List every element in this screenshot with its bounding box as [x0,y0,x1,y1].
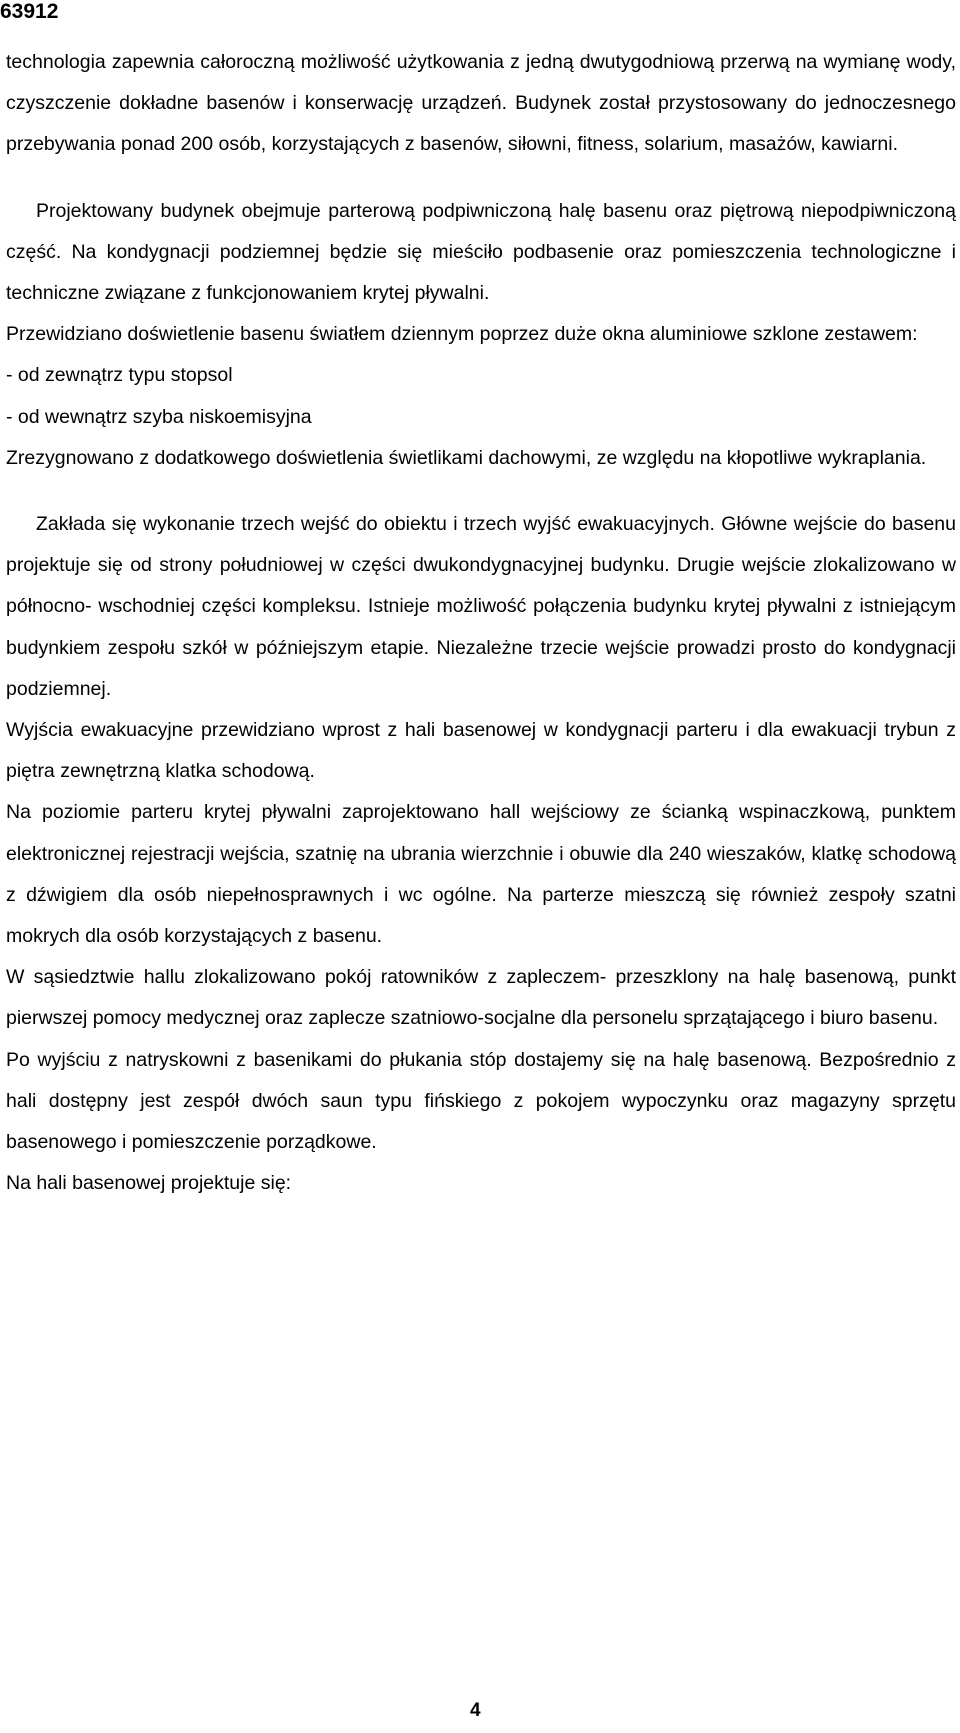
list-item-2: - od wewnątrz szyba niskoemisyjna [6,405,312,428]
document-id: 63912 [0,0,59,23]
paragraph-8: W sąsiedztwie hallu zlokalizowano pokój ratowników z zapleczem- przeszklony na halę basenową, punkt pierwszej pomocy medycznej oraz zaplecze szatniowo-socjalne dla personelu sprzątającego i biuro basenu. [6,966,956,1030]
paragraph-6: Wyjścia ewakuacyjne przewidziano wprost z hali basenowej w kondygnacji parteru i dla ewakuacji trybun z piętra zewnętrzną klatka schodową. [6,719,956,783]
paragraph-1: technologia zapewnia całoroczną możliwość użytkowania z jedną dwutygodniową przerwą na wymianę wody, czyszczenie dokładne basenów i konserwację urządzeń. Budynek został przystosowany do jednoczesnego przebywania ponad 200 osób, korzystających z basenów, siłowni, fitness, solarium, masażów, kawiarni. [6,51,956,156]
document-body [6,42,956,1204]
paragraph-4: Zrezygnowano z dodatkowego doświetlenia świetlikami dachowymi, ze względu na kłopotliwe wykraplania. [6,446,927,469]
paragraph-5: Zakłada się wykonanie trzech wejść do obiektu i trzech wyjść ewakuacyjnych. Główne wejście do basenu projektuje się od strony południowej w części dwukondygnacyjnej budynku. Drugie wejście zlokalizowano w północno- wschodniej części kompleksu. Istnieje możliwość połączenia budynku krytej pływalni z istniejącym budynkiem zespołu szkół w późniejszym etapie. Niezależne trzecie wejście prowadzi prosto do kondygnacji podziemnej. [6,513,956,700]
page-number: 4 [470,1700,481,1721]
paragraph-9: Po wyjściu z natryskowni z basenikami do płukania stóp dostajemy się na halę basenową. Bezpośrednio z hali dostępny jest zespół dwóch saun typu fińskiego z pokojem wypoczynku oraz magazyny sprzętu basenowego i pomieszczenie porządkowe. [6,1048,956,1154]
paragraph-7: Na poziomie parteru krytej pływalni zaprojektowano hall wejściowy ze ścianką wspinaczkową, punktem elektronicznej rejestracji wejścia, szatnię na ubrania wierzchnie i obuwie dla 240 wieszaków, klatkę schodową z dźwigiem dla osób niepełnosprawnych i wc ogólne. Na parterze mieszczą się również zespoły szatni mokrych dla osób korzystających z basenu. [6,801,956,948]
paragraph-3: Przewidziano doświetlenie basenu światłem dziennym poprzez duże okna aluminiowe szklone zestawem: [6,323,918,346]
paragraph-10: Na hali basenowej projektuje się: [6,1172,292,1195]
paragraph-2: Projektowany budynek obejmuje parterową podpiwniczoną halę basenu oraz piętrową niepodpiwniczoną część. Na kondygnacji podziemnej będzie się mieściło podbasenie oraz pomieszczenia technologiczne i techniczne związane z funkcjonowaniem krytej pływalni. [6,199,956,305]
list-item-1: - od zewnątrz typu stopsol [6,364,233,387]
